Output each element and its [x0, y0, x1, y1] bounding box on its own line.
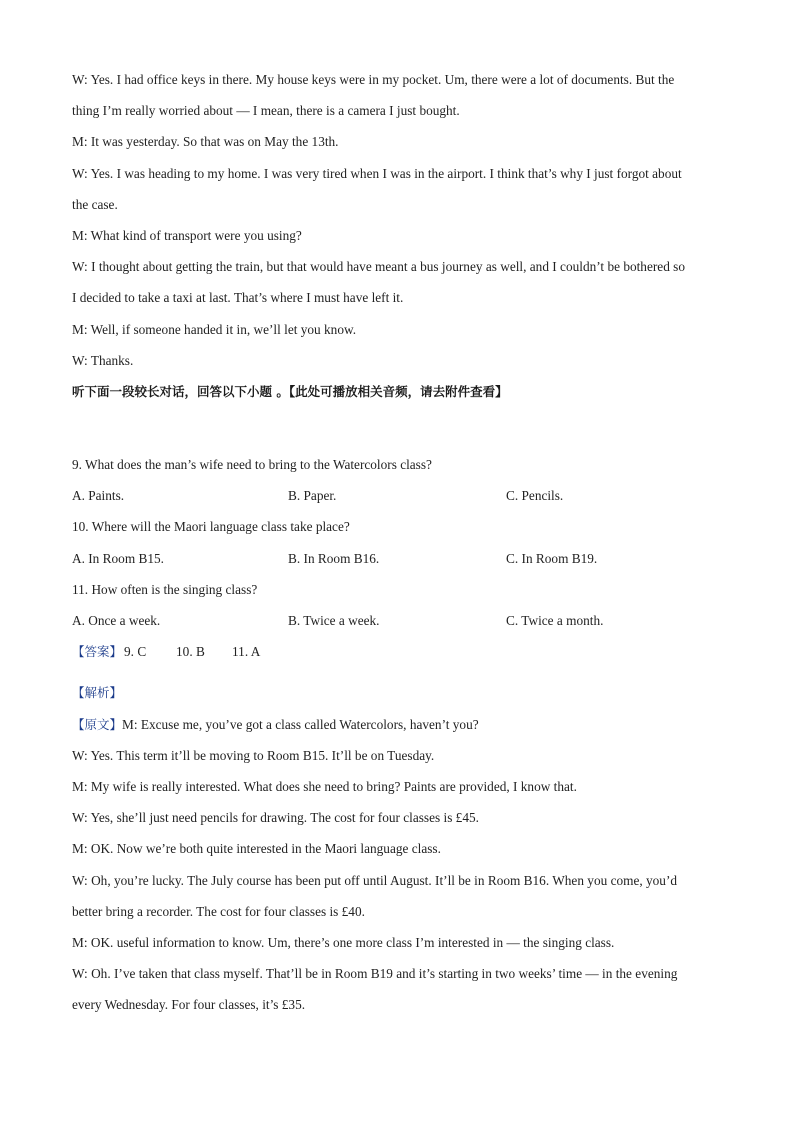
question-stem: 10. Where will the Maori language class take place?: [72, 519, 350, 535]
transcript-line: W: Oh. I’ve taken that class myself. That’ll be in Room B19 and it’s starting in two weeks’ time — in the evening: [72, 966, 678, 982]
listening-instruction: 听下面一段较长对话，回答以下小题 。【此处可播放相关音频，请去附件查看】: [72, 383, 508, 399]
answer-label: 【答案】: [72, 644, 123, 660]
spacer: [72, 407, 724, 449]
transcript-line: M: What kind of transport were you using?: [72, 227, 302, 243]
question-options: [72, 605, 724, 636]
original-text-label: 【原文】: [72, 716, 123, 732]
previous-transcript: [72, 64, 724, 376]
option-b: B. Twice a week.: [288, 613, 380, 628]
document-page: [72, 64, 724, 1020]
transcript-line: W: Thanks.: [72, 352, 134, 368]
spacer: [72, 667, 724, 677]
option-b: B. In Room B16.: [288, 550, 380, 566]
transcript-line: the case.: [72, 196, 118, 212]
transcript-line: W: Yes. I was heading to my home. I was very tired when I was in the airport. I think that’s why I just forgot about: [72, 165, 682, 181]
answer-line: [72, 636, 724, 667]
transcript-line: every Wednesday. For four classes, it’s £35.: [72, 997, 306, 1013]
transcript-line: M: OK. Now we’re both quite interested in the Maori language class.: [72, 841, 441, 857]
option-c: C. In Room B19.: [506, 550, 598, 566]
transcript-text: M: Excuse me, you’ve got a class called Watercolors, haven’t you?: [122, 716, 479, 732]
transcript-line: W: I thought about getting the train, but that would have meant a bus journey as well, and I couldn’t be bothered so: [72, 259, 685, 275]
transcript-line: W: Yes. This term it’ll be moving to Room B15. It’ll be on Tuesday.: [72, 747, 435, 763]
analysis-label: 【解析】: [72, 685, 123, 701]
option-a: A. In Room B15.: [72, 550, 164, 566]
option-b: B. Paper.: [288, 488, 337, 504]
option-c: C. Twice a month.: [506, 613, 604, 628]
transcript-line: I decided to take a taxi at last. That’s where I must have left it.: [72, 290, 404, 306]
question-stem: 11. How often is the singing class?: [72, 581, 258, 597]
transcript-line: thing I’m really worried about — I mean, there is a camera I just bought.: [72, 103, 460, 119]
transcript-line: M: My wife is really interested. What does she need to bring? Paints are provided, I know that.: [72, 778, 577, 794]
option-a: A. Paints.: [72, 488, 125, 504]
question-options: [72, 543, 724, 574]
transcript-line: M: It was yesterday. So that was on May the 13th.: [72, 134, 339, 150]
analysis-transcript: [72, 709, 724, 1021]
transcript-line: W: Yes, she’ll just need pencils for drawing. The cost for four classes is £45.: [72, 810, 479, 826]
answer-item: 11. A: [232, 644, 261, 660]
transcript-line: W: Oh, you’re lucky. The July course has been put off until August. It’ll be in Room B16. When you come, you’d: [72, 872, 678, 888]
answer-item: 9. C: [124, 644, 147, 660]
question-block: [72, 449, 724, 636]
transcript-line: [72, 709, 724, 740]
transcript-line: better bring a recorder. The cost for four classes is £40.: [72, 903, 365, 919]
analysis-heading: [72, 677, 724, 708]
answer-item: 10. B: [176, 644, 205, 660]
transcript-line: M: OK. useful information to know. Um, there’s one more class I’m interested in — the singing class.: [72, 934, 615, 950]
transcript-line: M: Well, if someone handed it in, we’ll let you know.: [72, 321, 357, 337]
option-c: C. Pencils.: [506, 488, 564, 504]
question-options: [72, 480, 724, 511]
transcript-line: W: Yes. I had office keys in there. My house keys were in my pocket. Um, there were a lot of documents. But the: [72, 72, 675, 87]
question-stem: 9. What does the man’s wife need to bring to the Watercolors class?: [72, 457, 432, 473]
option-a: A. Once a week.: [72, 613, 161, 628]
